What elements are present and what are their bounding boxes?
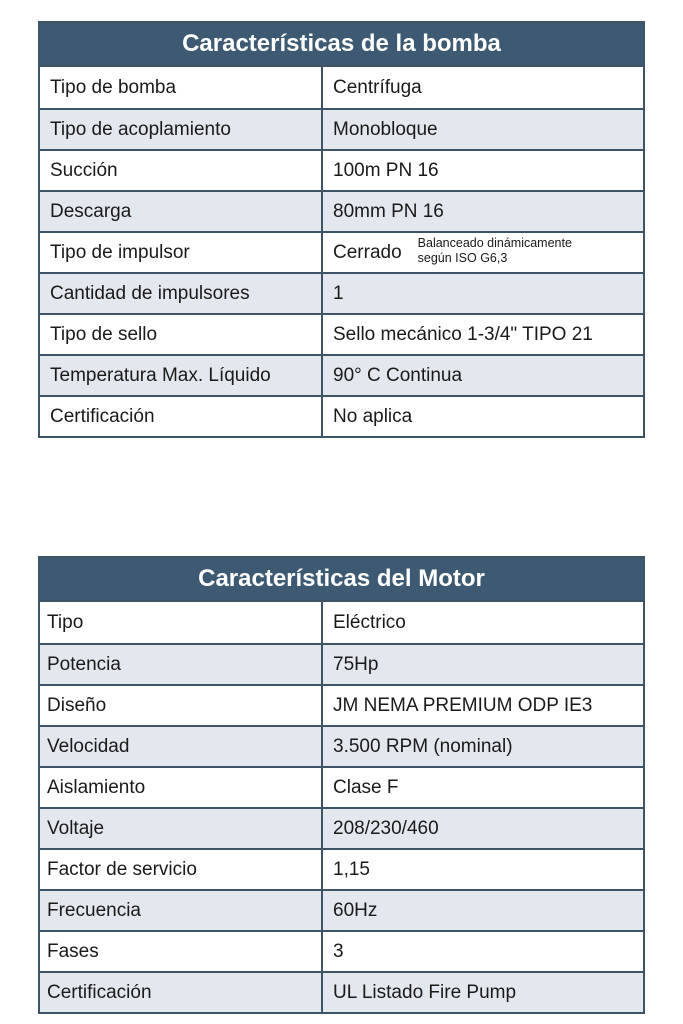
row-label: Aislamiento [40, 768, 323, 807]
row-value: Centrífuga [333, 76, 422, 98]
row-label: Temperatura Max. Líquido [40, 356, 323, 395]
table-row [40, 725, 643, 766]
table-row [40, 684, 643, 725]
table-row [40, 807, 643, 848]
row-value: No aplica [333, 405, 413, 427]
table-row [40, 272, 643, 313]
row-value [323, 233, 643, 272]
row-value: Monobloque [333, 118, 438, 140]
row-value: 1 [333, 282, 344, 304]
row-value: 3.500 RPM (nominal) [333, 735, 513, 757]
table-row [40, 149, 643, 190]
row-label: Tipo de bomba [40, 67, 323, 108]
table-row [40, 848, 643, 889]
table-row [40, 313, 643, 354]
row-label: Certificación [40, 397, 323, 436]
pump-characteristics-table [38, 21, 645, 438]
row-label: Voltaje [40, 809, 323, 848]
table-row [40, 354, 643, 395]
row-value: 90° C Continua [333, 364, 463, 386]
row-value: 1,15 [333, 858, 370, 880]
table-row [40, 643, 643, 684]
row-value: JM NEMA PREMIUM ODP IE3 [333, 694, 593, 716]
row-value: 3 [333, 940, 344, 962]
row-label: Velocidad [40, 727, 323, 766]
row-value: 60Hz [333, 899, 378, 921]
row-label: Certificación [40, 973, 323, 1012]
table-row [40, 395, 643, 436]
row-label: Fases [40, 932, 323, 971]
row-value: UL Listado Fire Pump [333, 981, 517, 1003]
balancing-note-line1: Balanceado dinámicamente [417, 235, 572, 250]
row-label: Tipo de impulsor [40, 233, 323, 272]
row-value: Sello mecánico 1-3/4" TIPO 21 [333, 323, 593, 345]
row-label: Diseño [40, 686, 323, 725]
balancing-note [418, 236, 572, 266]
row-value: Eléctrico [333, 611, 406, 633]
row-label: Succión [40, 151, 323, 190]
row-label: Tipo [40, 602, 323, 643]
row-label: Cantidad de impulsores [40, 274, 323, 313]
table-row [40, 930, 643, 971]
impeller-type-value: Cerrado [333, 241, 402, 263]
table-row [40, 67, 643, 108]
table-row [40, 889, 643, 930]
row-value: 100m PN 16 [333, 159, 439, 181]
pump-table-title: Características de la bomba [40, 23, 643, 67]
table-row [40, 108, 643, 149]
motor-characteristics-table [38, 556, 645, 1014]
table-row [40, 766, 643, 807]
row-value: 75Hp [333, 653, 379, 675]
row-label: Potencia [40, 645, 323, 684]
table-row [40, 602, 643, 643]
table-row [40, 971, 643, 1012]
row-label: Factor de servicio [40, 850, 323, 889]
balancing-note-line2: según ISO G6,3 [417, 250, 508, 265]
row-value: 80mm PN 16 [333, 200, 444, 222]
row-label: Tipo de acoplamiento [40, 110, 323, 149]
row-value: 208/230/460 [333, 817, 439, 839]
row-value: Clase F [333, 776, 399, 798]
table-row [40, 190, 643, 231]
row-label: Descarga [40, 192, 323, 231]
table-row [40, 231, 643, 272]
row-label: Frecuencia [40, 891, 323, 930]
motor-table-title: Características del Motor [40, 558, 643, 602]
row-label: Tipo de sello [40, 315, 323, 354]
